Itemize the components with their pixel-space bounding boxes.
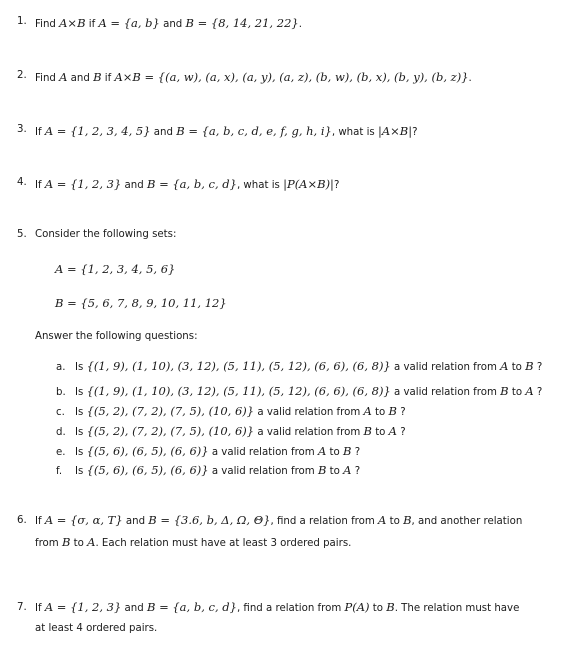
sub-question-d: d. Is {(5, 2), (7, 2), (7, 5), (10, 6)} a valid relation from B to A ? <box>56 424 406 438</box>
question-text: If A = {1, 2, 3} and B = {a, b, c, d}, find a relation from P(A) to B. The relation must have at least 4 ordered pairs. <box>35 600 520 634</box>
sub-question-c: c. Is {(5, 2), (7, 2), (7, 5), (10, 6)} a valid relation from A to B ? <box>56 404 406 418</box>
question-text: Find A×B if A = {a, b} and B = {8, 14, 21, 22}. <box>35 16 302 30</box>
sub-question-f: f. Is {(5, 6), (6, 5), (6, 6)} a valid relation from B to A ? <box>56 463 361 477</box>
sub-question-b: b. Is {(1, 9), (1, 10), (3, 12), (5, 11), (5, 12), (6, 6), (6, 8)} a valid relation from B to A ? <box>56 384 543 398</box>
worksheet: 1. Find A×B if A = {a, b} and B = {8, 14, 21, 22}. 2. Find A and B if A×B = {(a, w), (a, x), (a, y), (a, z), (b, w), (b, x), (b, y), (b, z)}. 3. If A = {1, 2, 3, 4, 5} and B = {a, b, c, d, e, f, g, h, i}, what is |A×B|? 4. If A = {1, 2, 3} and B = {a, b, c, d}, what is |P(A×B)|? 5. Consider the following sets: A = {1, 2, 3, 4, 5, 6} B = {5, 6, 7, 8, 9, 10, 11, 12} Answer the following questions: a. Is {(1, 9), (1, 10), (3, 12), (5, 11), (5, 12), (6, 6), (6, 8)} a valid relation from A to B ? b. Is {(1, 9), (1, 10), (3, 12), (5, 11), (5, 12), (6, 6), (6, 8)} a valid relation from B to A ? c. Is {(5, 2), (7, 2), (7, 5), (10, 6)} a valid relation from A to B ? d. Is {(5, 2), (7, 2), (7, 5), (10, 6)} a valid relation from B to A ? e. Is {(5, 6), (6, 5), (6, 6)} a valid relation from A to B ? f. Is {(5, 6), (6, 5), (6, 6)} a valid relation from B to A ? 6. If A = {σ, α, T} and B = {3.6, b, Δ, Ω, Θ}, find a relation from A to B, and another relation from B to A. Each relation must have at least 3 ordered pairs. 7. If A = {1, 2, 3} and B = {a, b, c, d}, find a relation from P(A) to B. The relation must have at least 4 ordered pairs. <box>0 0 571 661</box>
question-number: 7. <box>17 602 27 613</box>
question-number: 4. <box>17 177 27 188</box>
question-text: Find A and B if A×B = {(a, w), (a, x), (a, y), (a, z), (b, w), (b, x), (b, y), (b, z)}. <box>35 70 472 84</box>
set-b-definition: B = {5, 6, 7, 8, 9, 10, 11, 12} <box>55 296 227 310</box>
set-a-definition: A = {1, 2, 3, 4, 5, 6} <box>55 262 176 276</box>
question-number: 5. <box>17 229 27 240</box>
question-text: If A = {σ, α, T} and B = {3.6, b, Δ, Ω, Θ}, find a relation from A to B, and another relation from B to A. Each relation must have at least 3 ordered pairs. <box>35 513 523 549</box>
question-number: 3. <box>17 124 27 135</box>
question-intro: Consider the following sets: <box>35 229 177 240</box>
sub-question-e: e. Is {(5, 6), (6, 5), (6, 6)} a valid relation from A to B ? <box>56 444 361 458</box>
question-number: 1. <box>17 16 27 27</box>
question-number: 6. <box>17 515 27 526</box>
question-number: 2. <box>17 70 27 81</box>
sub-question-a: a. Is {(1, 9), (1, 10), (3, 12), (5, 11), (5, 12), (6, 6), (6, 8)} a valid relation from A to B ? <box>56 359 543 373</box>
question-text: If A = {1, 2, 3, 4, 5} and B = {a, b, c, d, e, f, g, h, i}, what is |A×B|? <box>35 124 418 138</box>
question-text: If A = {1, 2, 3} and B = {a, b, c, d}, what is |P(A×B)|? <box>35 177 340 191</box>
